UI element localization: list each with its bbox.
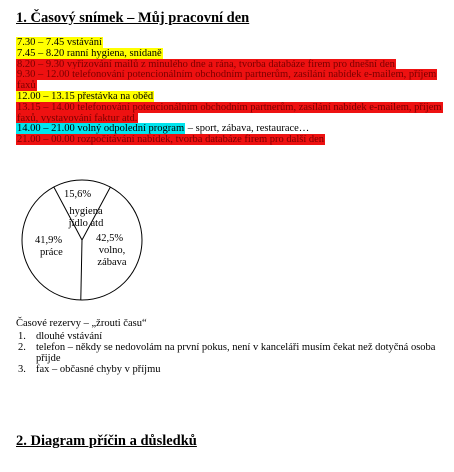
list-item-number: 1. — [18, 331, 26, 342]
pie-slice-label-work — [35, 235, 62, 247]
schedule-line — [16, 70, 446, 92]
schedule-line — [16, 135, 446, 146]
pie-slice-label-work-text: práce — [40, 247, 63, 258]
pie-slice-label-hygiene-text: hygiena jídlo atd — [68, 206, 104, 229]
pie-value-label: 42,5% — [96, 233, 124, 244]
pie-value-label: 15,6% — [64, 189, 92, 200]
pie-slice-label-hygiene — [64, 189, 91, 201]
schedule-entry-highlight: 21.00 – 00.00 rozpočítávání nabídek, tvorba databáze firem pro další den — [17, 134, 325, 146]
schedule-entry-highlight: 14.00 – 21.00 volný odpolední program — [17, 123, 185, 135]
list-item-number: 3. — [18, 364, 26, 375]
schedule-list — [16, 38, 446, 146]
time-reserves-title: Časové rezervy – „žrouti času“ — [16, 318, 147, 329]
schedule-entry-highlight: 7.45 – 8.20 ranní hygiena, snídaně — [17, 47, 162, 59]
schedule-entry-highlight: 9.30 – 12.00 telefonování potencionálním obchodním partnerům, zasílání nabídek e-mailem, příjem faxů — [17, 69, 437, 92]
pie-value-label: 41,9% — [35, 235, 63, 246]
list-item-text: telefon – někdy se nedovolám na první pokus, není v kanceláři musím čekat než dotyčná osoba přijde — [36, 342, 436, 364]
list-item-text: fax – občasné chyby v příjmu — [36, 364, 161, 375]
schedule-line — [16, 49, 446, 60]
pie-slice-label-leisure — [96, 233, 123, 245]
schedule-entry-highlight: 8.20 – 9.30 vyřizování mailů z minulého dne a rána, tvorba databáze firem pro dnešní den — [17, 58, 395, 70]
pie-slice-label-leisure-text: volno, zábava — [97, 245, 127, 268]
list-item-number: 2. — [18, 342, 26, 353]
time-reserves-list — [16, 331, 446, 375]
list-item-text: dlouhé vstávání — [36, 331, 103, 342]
section-heading-cause-effect: 2. Diagram příčin a důsledků — [16, 433, 197, 449]
section-heading-time-snapshot: 1. Časový snímek – Můj pracovní den — [16, 10, 250, 26]
schedule-entry-highlight: 13.15 – 14.00 telefonování potencionálním obchodním partnerům, zasílání nabídek e-mailem, příjem faxů, vystavování faktur atd. — [17, 101, 442, 124]
pie-chart — [22, 175, 142, 305]
list-item — [16, 331, 446, 342]
list-item — [16, 364, 446, 375]
schedule-entry-highlight: 12.00 – 13.15 přestávka na oběd — [17, 90, 154, 102]
schedule-line — [16, 103, 446, 125]
schedule-entry-highlight: 7.30 – 7.45 vstávání — [17, 37, 102, 48]
schedule-entry-note: – sport, zábava, restaurace… — [185, 123, 310, 135]
list-item — [16, 342, 446, 364]
time-reserves — [16, 318, 446, 375]
